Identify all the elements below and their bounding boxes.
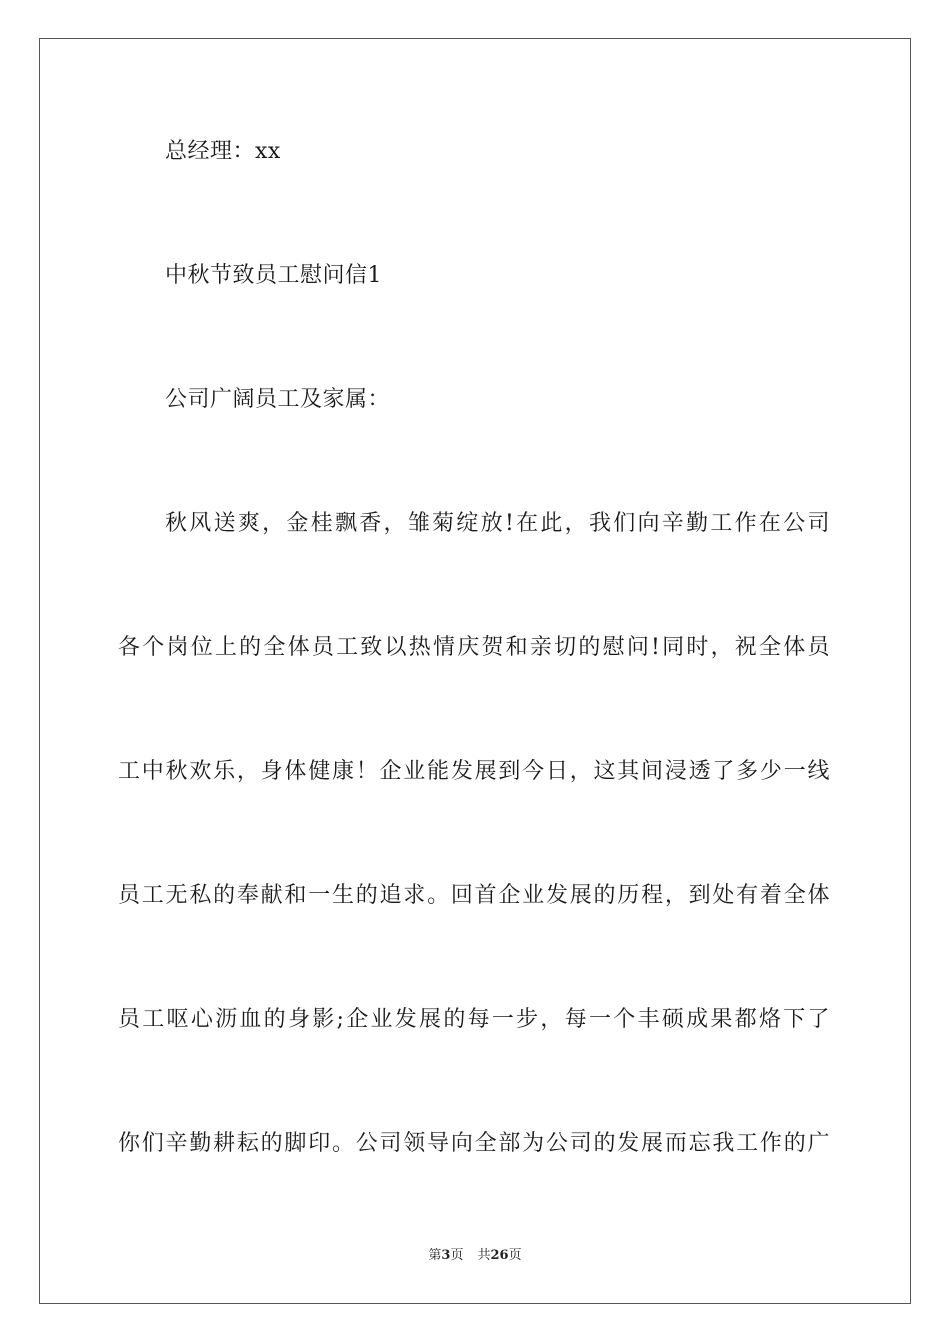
page-frame <box>39 38 911 1304</box>
page-number: 3 <box>441 1248 451 1263</box>
salutation: 公司广阔员工及家属： <box>165 387 391 412</box>
signature-line: 总经理：xx <box>165 139 281 164</box>
total-prefix: 共 <box>477 1248 491 1263</box>
letter-title: 中秋节致员工慰问信1 <box>165 263 382 288</box>
body-line-3: 工中秋欢乐，身体健康！企业能发展到今日，这其间浸透了多少一线 <box>118 759 830 784</box>
body-line-2: 各个岗位上的全体员工致以热情庆贺和亲切的慰问!同时，祝全体员 <box>118 635 830 660</box>
body-line-5: 员工呕心沥血的身影;企业发展的每一步，每一个丰硕成果都烙下了 <box>118 1007 830 1032</box>
total-pages: 26 <box>490 1248 509 1263</box>
page-footer <box>0 1247 950 1265</box>
total-suffix: 页 <box>508 1248 522 1263</box>
body-line-1: 秋风送爽，金桂飘香，雏菊绽放!在此，我们向辛勤工作在公司 <box>165 511 830 536</box>
body-line-4: 员工无私的奉献和一生的追求。回首企业发展的历程，到处有着全体 <box>118 883 830 908</box>
page-suffix: 页 <box>450 1248 464 1263</box>
body-line-6: 你们辛勤耕耘的脚印。公司领导向全部为公司的发展而忘我工作的广 <box>118 1131 830 1156</box>
page-prefix: 第 <box>428 1248 442 1263</box>
